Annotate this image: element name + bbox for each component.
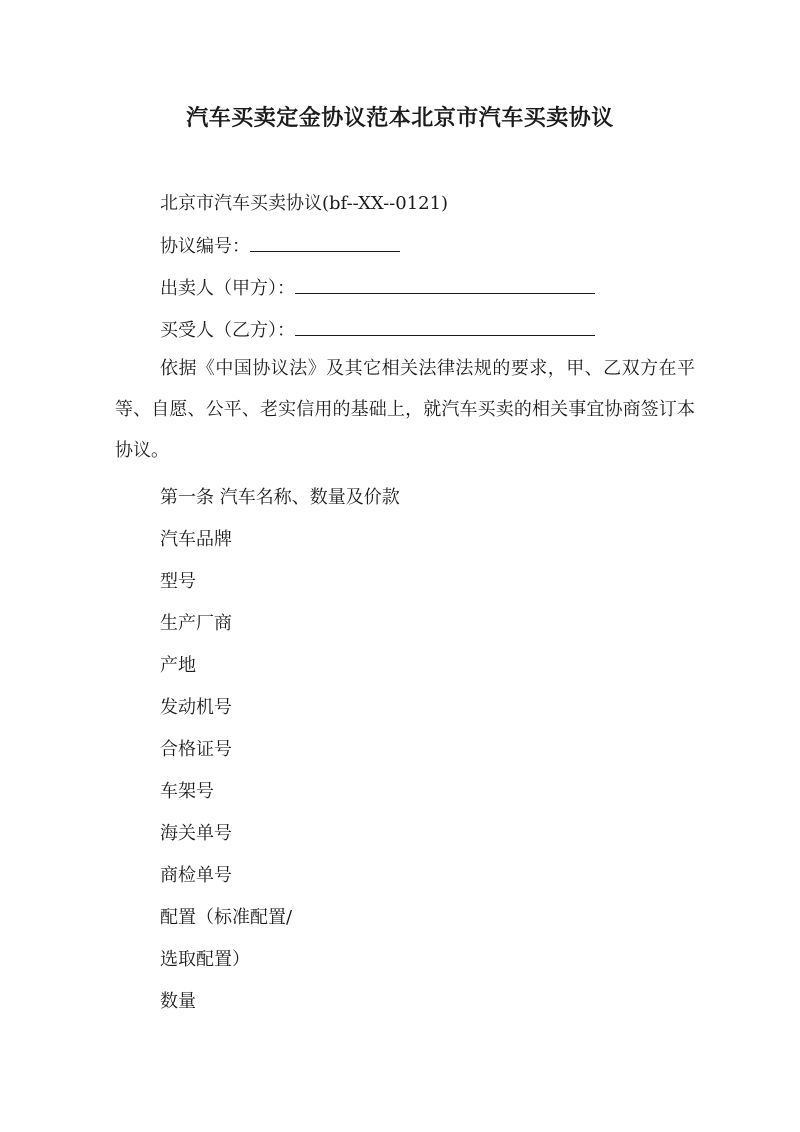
agreement-subtitle: 北京市汽车买卖协议(bf--XX--0121)	[160, 193, 449, 214]
field-manufacturer: 生产厂商	[160, 613, 232, 634]
agreement-number-line	[160, 233, 400, 260]
buyer-line	[160, 317, 595, 344]
seller-label: 出卖人（甲方）：	[160, 278, 295, 299]
article-one-heading: 第一条 汽车名称、数量及价款	[160, 487, 400, 508]
field-frame-number: 车架号	[160, 781, 214, 802]
field-quantity: 数量	[160, 991, 196, 1012]
seller-blank	[295, 275, 595, 294]
field-certificate-number: 合格证号	[160, 739, 232, 760]
seller-line	[160, 275, 595, 302]
field-car-brand: 汽车品牌	[160, 529, 232, 550]
agreement-number-label: 协议编号：	[160, 236, 250, 257]
field-configuration-continued: 选取配置）	[160, 949, 250, 970]
field-engine-number: 发动机号	[160, 697, 232, 718]
buyer-blank	[295, 317, 595, 336]
field-origin: 产地	[160, 655, 196, 676]
field-customs-number: 海关单号	[160, 823, 232, 844]
intro-paragraph: 依据《中国协议法》及其它相关法律法规的要求，甲、乙双方在平等、自愿、公平、老实信用的基础上，就汽车买卖的相关事宜协商签订本协议。	[115, 358, 695, 461]
document-title: 汽车买卖定金协议范本北京市汽车买卖协议	[186, 105, 614, 131]
agreement-number-blank	[250, 233, 400, 252]
field-model: 型号	[160, 571, 196, 592]
buyer-label: 买受人（乙方）：	[160, 320, 295, 341]
field-configuration: 配置（标准配置/	[160, 907, 293, 928]
field-inspection-number: 商检单号	[160, 865, 232, 886]
